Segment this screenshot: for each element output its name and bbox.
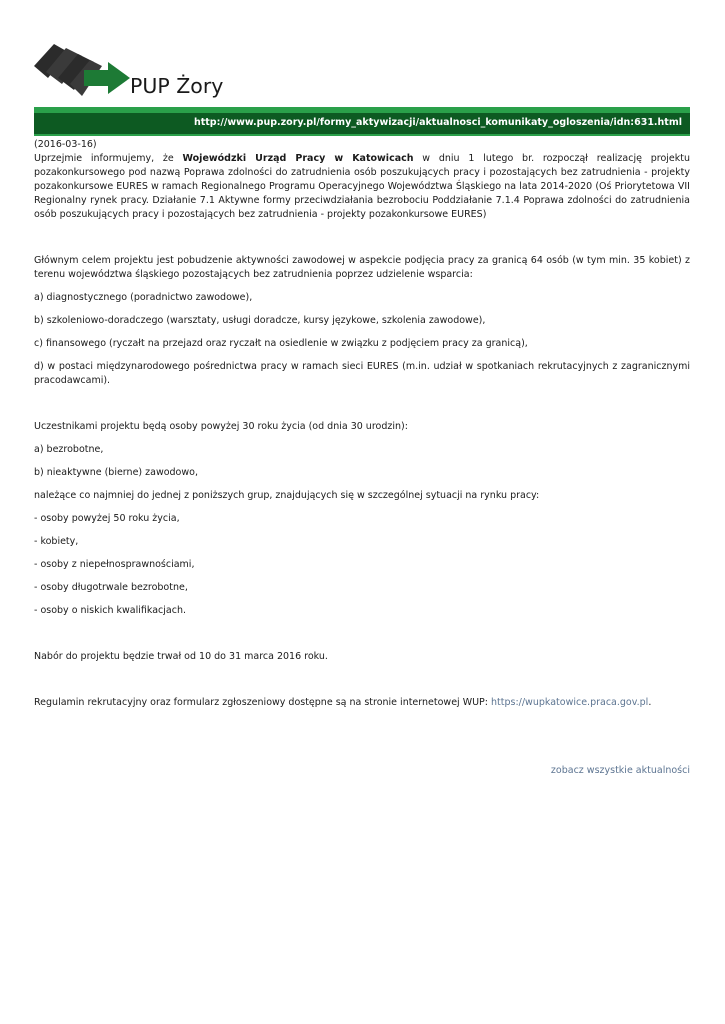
group-item: - kobiety, (34, 536, 79, 547)
intro-rest: w dniu 1 lutego br. rozpoczął realizację projektu pozakonkursowego pod nazwą Poprawa zdolności do zatrudnienia osób poszukujących pracy i pozostających bez zatrudnienia - projekty pozakonkursowe EURES w ramach Regionalnego Programu Operacyjnego Województwa Śląskiego na lata 2014-2020 (Oś Priorytetowa VII Regionalny rynek pracy. Działanie 7.1 Aktywne formy przeciwdziałania bezrobociu Poddziałanie 7.1.4 Poprawa zdolności do zatrudnienia osób poszukujących pracy i pozostających bez zatrudnienia - projekty pozakonkursowe EURES) (34, 153, 691, 220)
participant-type: b) nieaktywne (bierne) zawodowo, (34, 467, 198, 478)
recruitment-paragraph: Nabór do projektu będzie trwał od 10 do 31 marca 2016 roku. (34, 651, 328, 662)
participants-intro: Uczestnikami projektu będą osoby powyżej 30 roku życia (od dnia 30 urodzin): (34, 421, 408, 432)
support-item: c) finansowego (ryczałt na przejazd oraz ryczałt na osiedlenie w związku z podjęciem pracy za granicą), (34, 338, 528, 349)
group-item: - osoby z niepełnosprawnościami, (34, 559, 195, 570)
rules-paragraph (34, 696, 690, 710)
support-item: a) diagnostycznego (poradnictwo zawodowe), (34, 292, 253, 303)
page-url: http://www.pup.zory.pl/formy_aktywizacji/aktualnosci_komunikaty_ogloszenia/idn:631.html (34, 113, 690, 134)
spacer (34, 664, 690, 696)
article-date: (2016-03-16) (34, 139, 97, 150)
intro-prefix: Uprzejmie informujemy, że (34, 153, 183, 164)
support-item: d) w postaci międzynarodowego pośrednictwa pracy w ramach sieci EURES (m.in. udział w spotkaniach rekrutacyjnych z zagranicznymi pracodawcami). (34, 361, 690, 386)
rules-text: Regulamin rekrutacyjny oraz formularz zgłoszeniowy dostępne są na stronie internetowej WUP: (34, 697, 491, 708)
logo[interactable] (34, 40, 234, 104)
intro-institution: Wojewódzki Urząd Pracy w Katowicach (182, 153, 414, 164)
support-item: b) szkoleniowo-doradczego (warsztaty, usługi doradcze, kursy językowe, szkolenia zawodowe), (34, 315, 486, 326)
rules-end: . (648, 697, 652, 708)
spacer (34, 388, 690, 420)
article (34, 138, 690, 710)
intro-paragraph (34, 152, 690, 222)
spacer (34, 618, 690, 650)
header-bar-bottom (34, 134, 690, 136)
group-item: - osoby długotrwale bezrobotne, (34, 582, 188, 593)
logo-icon (34, 40, 134, 100)
group-item: - osoby powyżej 50 roku życia, (34, 513, 180, 524)
all-news-link[interactable]: zobacz wszystkie aktualności (550, 765, 690, 776)
participant-type: a) bezrobotne, (34, 444, 104, 455)
spacer (34, 222, 690, 254)
goal-paragraph: Głównym celem projektu jest pobudzenie aktywności zawodowej w aspekcie podjęcia pracy za granicą 64 osób (w tym min. 35 kobiet) z terenu województwa śląskiego pozostających bez zatrudnienia poprzez udzielenie wsparcia: (34, 255, 690, 280)
group-item: - osoby o niskich kwalifikacjach. (34, 605, 186, 616)
groups-intro: należące co najmniej do jednej z poniższych grup, znajdujących się w szczególnej sytuacji na rynku pracy: (34, 490, 540, 501)
wup-link[interactable]: https://wupkatowice.praca.gov.pl (491, 697, 649, 708)
logo-text: PUP Żory (130, 74, 224, 98)
